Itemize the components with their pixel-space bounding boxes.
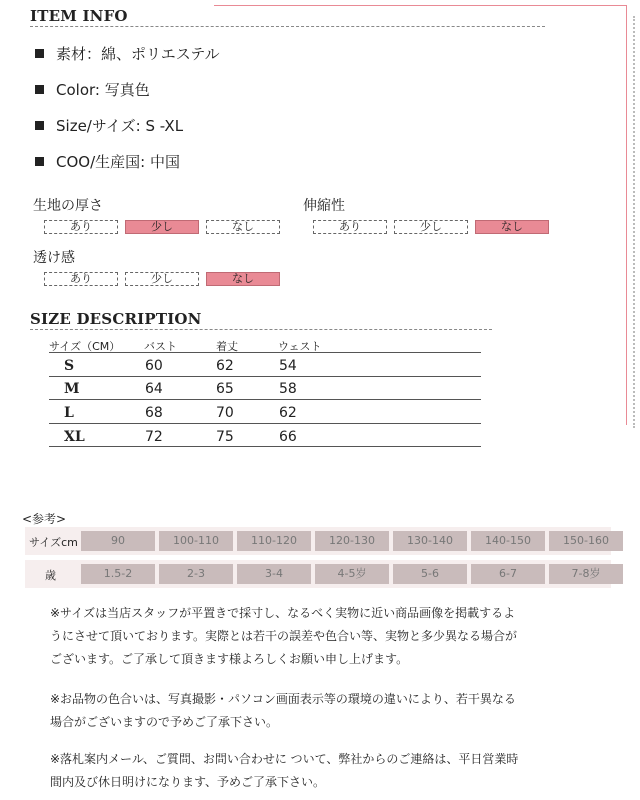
reference-age-row — [25, 560, 611, 588]
table-row-line — [49, 423, 481, 424]
size-row-m-bust: 64 — [145, 381, 163, 397]
reference-size-cell: 90 — [81, 531, 155, 551]
size-row-m-label: M — [64, 381, 80, 397]
thickness-option-none: なし — [206, 220, 280, 234]
size-row-l-bust: 68 — [145, 405, 163, 421]
note-color-disclaimer — [50, 688, 610, 734]
note-size-disclaimer — [50, 602, 610, 671]
size-header-bust: バスト — [144, 340, 177, 353]
bullet-square-icon — [35, 49, 44, 58]
decorative-frame-top — [214, 5, 627, 6]
bullet-coo — [35, 151, 180, 172]
bullet-text: COO/生産国: 中国 — [56, 153, 180, 171]
reference-age-cell: 5-6 — [393, 564, 467, 584]
stretch-option-none: なし — [475, 220, 549, 234]
reference-size-cell: 100-110 — [159, 531, 233, 551]
note-line: うにさせて頂いております。実際とは若干の誤差や色合い等、実物と多少異なる場合が — [50, 629, 518, 643]
size-row-l-length: 70 — [216, 405, 234, 421]
item-info-title: ITEM INFO — [30, 7, 128, 25]
bullet-material — [35, 43, 220, 64]
reference-size-cell: 130-140 — [393, 531, 467, 551]
bullet-text: Color: 写真色 — [56, 81, 150, 99]
size-row-xl-length: 75 — [216, 429, 234, 445]
size-row-l-waist: 62 — [279, 405, 297, 421]
reference-size-cell: 140-150 — [471, 531, 545, 551]
note-line: 間内及び休日明けになります、予めご了承下さい。 — [50, 775, 326, 789]
table-header-line — [49, 352, 481, 353]
bullet-square-icon — [35, 85, 44, 94]
bullet-text: Size/サイズ: S -XL — [56, 117, 184, 135]
note-line: 場合がございますので予めご了承下さい。 — [50, 715, 279, 729]
stretch-option-little: 少し — [394, 220, 468, 234]
size-row-m-waist: 58 — [279, 381, 297, 397]
table-row-line — [49, 376, 481, 377]
reference-size-cell: 120-130 — [315, 531, 389, 551]
stretch-option-yes: あり — [313, 220, 387, 234]
size-row-xl-bust: 72 — [145, 429, 163, 445]
reference-age-cell: 1.5-2 — [81, 564, 155, 584]
note-line: ございます。ご了承して頂きます様よろしくお願い申し上げます。 — [50, 652, 409, 666]
stretch-label: 伸縮性 — [303, 198, 345, 214]
size-row-s-bust: 60 — [145, 358, 163, 374]
sheer-option-yes: あり — [44, 272, 118, 286]
reference-size-row — [25, 527, 611, 555]
size-description-title: SIZE DESCRIPTION — [30, 310, 202, 328]
reference-age-label: 歳 — [45, 569, 56, 582]
table-row-line — [49, 446, 481, 447]
bullet-square-icon — [35, 157, 44, 166]
size-header-waist: ウェスト — [278, 340, 322, 353]
reference-age-cell: 7-8岁 — [549, 564, 623, 584]
decorative-frame-right — [626, 5, 627, 425]
thickness-option-yes: あり — [44, 220, 118, 234]
reference-age-cell: 3-4 — [237, 564, 311, 584]
reference-age-cell: 2-3 — [159, 564, 233, 584]
note-line: ※お品物の色合いは、写真撮影・パソコン画面表示等の環境の違いにより、若干異なる — [50, 692, 516, 706]
sheer-label: 透け感 — [33, 250, 75, 266]
size-row-s-length: 62 — [216, 358, 234, 374]
note-contact-disclaimer — [50, 748, 610, 794]
sheer-option-none: なし — [206, 272, 280, 286]
sheer-option-little: 少し — [125, 272, 199, 286]
bullet-size — [35, 115, 183, 136]
size-description-divider — [30, 329, 492, 330]
bullet-color — [35, 79, 150, 100]
reference-size-cell: 150-160 — [549, 531, 623, 551]
size-row-m-length: 65 — [216, 381, 234, 397]
size-row-xl-waist: 66 — [279, 429, 297, 445]
thickness-option-little: 少し — [125, 220, 199, 234]
size-row-s-waist: 54 — [279, 358, 297, 374]
reference-title: <参考> — [22, 512, 67, 526]
decorative-dotted-line — [633, 16, 635, 428]
bullet-square-icon — [35, 121, 44, 130]
note-line: ※サイズは当店スタッフが平置きで採寸し、なるべく実物に近い商品画像を掲載するよ — [50, 606, 516, 620]
reference-size-label: サイズcm — [29, 536, 78, 549]
table-row-line — [49, 399, 481, 400]
size-row-l-label: L — [64, 405, 74, 421]
size-header-size: サイズ（CM） — [49, 340, 121, 353]
bullet-text: 素材：綿、ポリエステル — [56, 45, 220, 63]
reference-age-cell: 4-5岁 — [315, 564, 389, 584]
thickness-label: 生地の厚さ — [33, 198, 103, 214]
item-info-divider — [30, 26, 545, 27]
note-line: ※落札案内メール、ご質問、お問い合わせに ついて、弊社からのご連絡は、平日営業時 — [50, 752, 519, 766]
reference-size-cell: 110-120 — [237, 531, 311, 551]
size-row-s-label: S — [64, 358, 75, 374]
reference-age-cell: 6-7 — [471, 564, 545, 584]
size-row-xl-label: XL — [64, 429, 85, 445]
size-header-length: 着丈 — [216, 340, 238, 353]
